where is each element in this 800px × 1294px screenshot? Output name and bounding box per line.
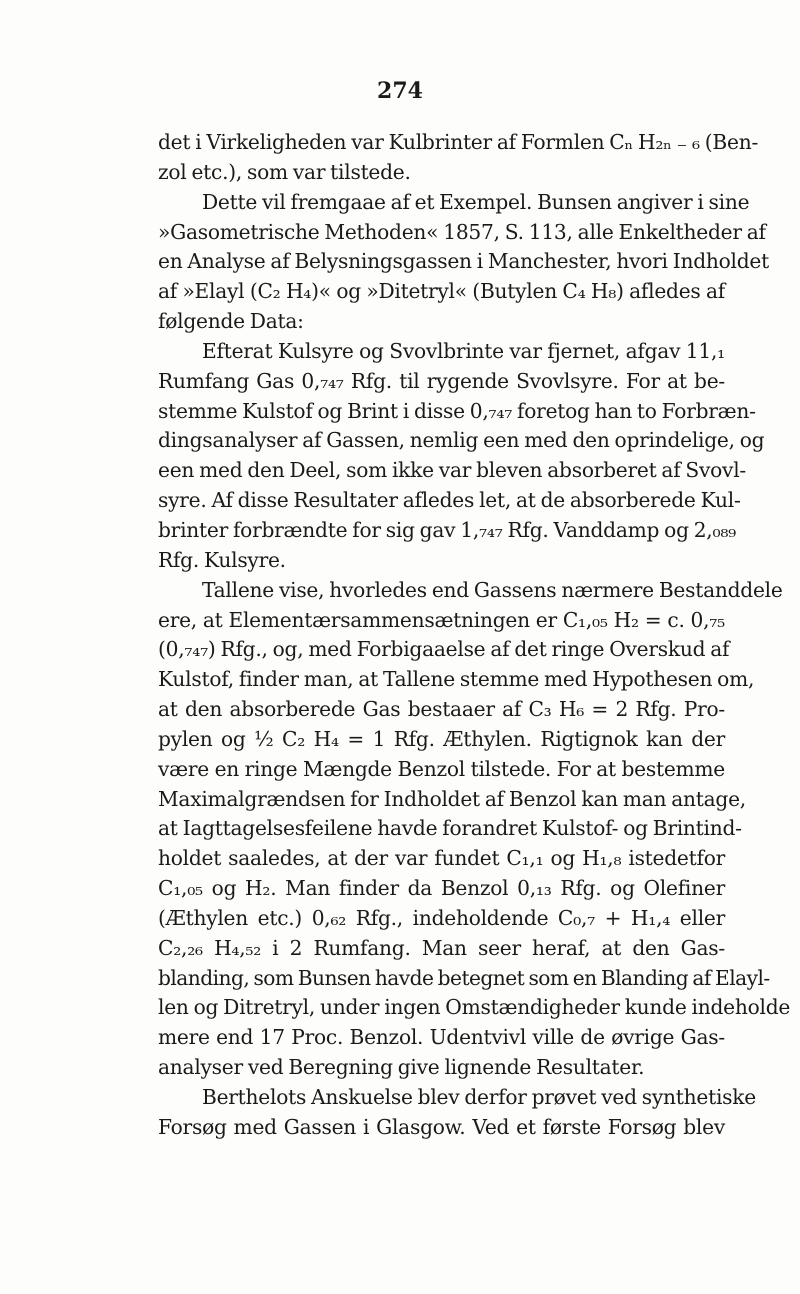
text-line: C₂,₂₆ H₄,₅₂ i 2 Rumfang. Man seer heraf, at den Gas- bbox=[158, 935, 725, 960]
text-line: een med den Deel, som ikke var bleven absorberet af Svovl- bbox=[158, 458, 746, 483]
text-line: Tallene vise, hvorledes end Gassens nærmere Bestanddele bbox=[202, 577, 783, 602]
text-line: ere, at Elementærsammensætningen er C₁,₀₅ H₂ = c. 0,₇₅ bbox=[158, 607, 725, 632]
text-line: (0,₇₄₇) Rfg., og, med Forbigaaelse af det ringe Overskud af bbox=[158, 637, 730, 662]
text-line: Rumfang Gas 0,₇₄₇ Rfg. til rygende Svovlsyre. For at be- bbox=[158, 368, 725, 393]
text-line: C₁,₀₅ og H₂. Man finder da Benzol 0,₁₃ Rfg. og Olefiner bbox=[158, 876, 725, 901]
text-line: blanding, som Bunsen havde betegnet som en Blanding af Elayl- bbox=[158, 965, 770, 990]
text-line: syre. Af disse Resultater afledes let, at de absorberede Kul- bbox=[158, 488, 741, 513]
text-line: Rfg. Kulsyre. bbox=[158, 547, 286, 572]
text-line: (Æthylen etc.) 0,₆₂ Rfg., indeholdende C₀,₇ + H₁,₄ eller bbox=[158, 905, 725, 930]
text-line: zol etc.), som var tilstede. bbox=[158, 159, 411, 184]
text-line: pylen og ½ C₂ H₄ = 1 Rfg. Æthylen. Rigtignok kan der bbox=[158, 726, 725, 751]
text-line: holdet saaledes, at der var fundet C₁,₁ og H₁,₈ istedetfor bbox=[158, 846, 725, 871]
text-line: Berthelots Anskuelse blev derfor prøvet ved synthetiske bbox=[202, 1085, 756, 1109]
text-line: »Gasometrische Methoden« 1857, S. 113, alle Enkeltheder af bbox=[158, 219, 766, 244]
text-line: analyser ved Beregning give lignende Resultater. bbox=[158, 1055, 645, 1080]
text-line: være en ringe Mængde Benzol tilstede. For at bestemme bbox=[158, 756, 725, 781]
text-line: Efterat Kulsyre og Svovlbrinte var fjernet, afgav 11,₁ bbox=[202, 338, 725, 363]
text-line: Kulstof, finder man, at Tallene stemme med Hypothesen om, bbox=[158, 667, 755, 692]
text-line: det i Virkeligheden var Kulbrinter af Formlen Cₙ H₂ₙ ₋ ₆ (Ben- bbox=[158, 130, 759, 154]
text-line: følgende Data: bbox=[158, 309, 304, 334]
text-line: Maximalgrændsen for Indholdet af Benzol kan man antage, bbox=[158, 786, 746, 811]
text-line: mere end 17 Proc. Benzol. Udentvivl ville de øvrige Gas- bbox=[158, 1025, 725, 1050]
text-line: at den absorberede Gas bestaaer af C₃ H₆ = 2 Rfg. Pro- bbox=[158, 697, 725, 722]
body-text bbox=[158, 128, 791, 1143]
text-line: en Analyse af Belysningsgassen i Manchester, hvori Indholdet bbox=[158, 249, 769, 274]
text-line: dingsanalyser af Gassen, nemlig een med den oprindelige, og bbox=[158, 428, 765, 453]
text-line: stemme Kulstof og Brint i disse 0,₇₄₇ foretog han to Forbræn- bbox=[158, 398, 756, 423]
text-line: at Iagttagelsesfeilene havde forandret Kulstof- og Brintind- bbox=[158, 816, 742, 841]
text-line: Dette vil fremgaae af et Exempel. Bunsen angiver i sine bbox=[202, 189, 750, 214]
text-line: len og Ditretryl, under ingen Omstændigheder kunde indeholde bbox=[158, 995, 791, 1020]
text-line: brinter forbrændte for sig gav 1,₇₄₇ Rfg. Vanddamp og 2,₀₈₉ bbox=[158, 517, 737, 542]
text-line: Forsøg med Gassen i Glasgow. Ved et første Forsøg blev bbox=[158, 1114, 725, 1139]
text-line: af »Elayl (C₂ H₄)« og »Ditetryl« (Butylen C₄ H₈) afledes af bbox=[158, 279, 725, 304]
page-number: 274 bbox=[377, 78, 423, 104]
